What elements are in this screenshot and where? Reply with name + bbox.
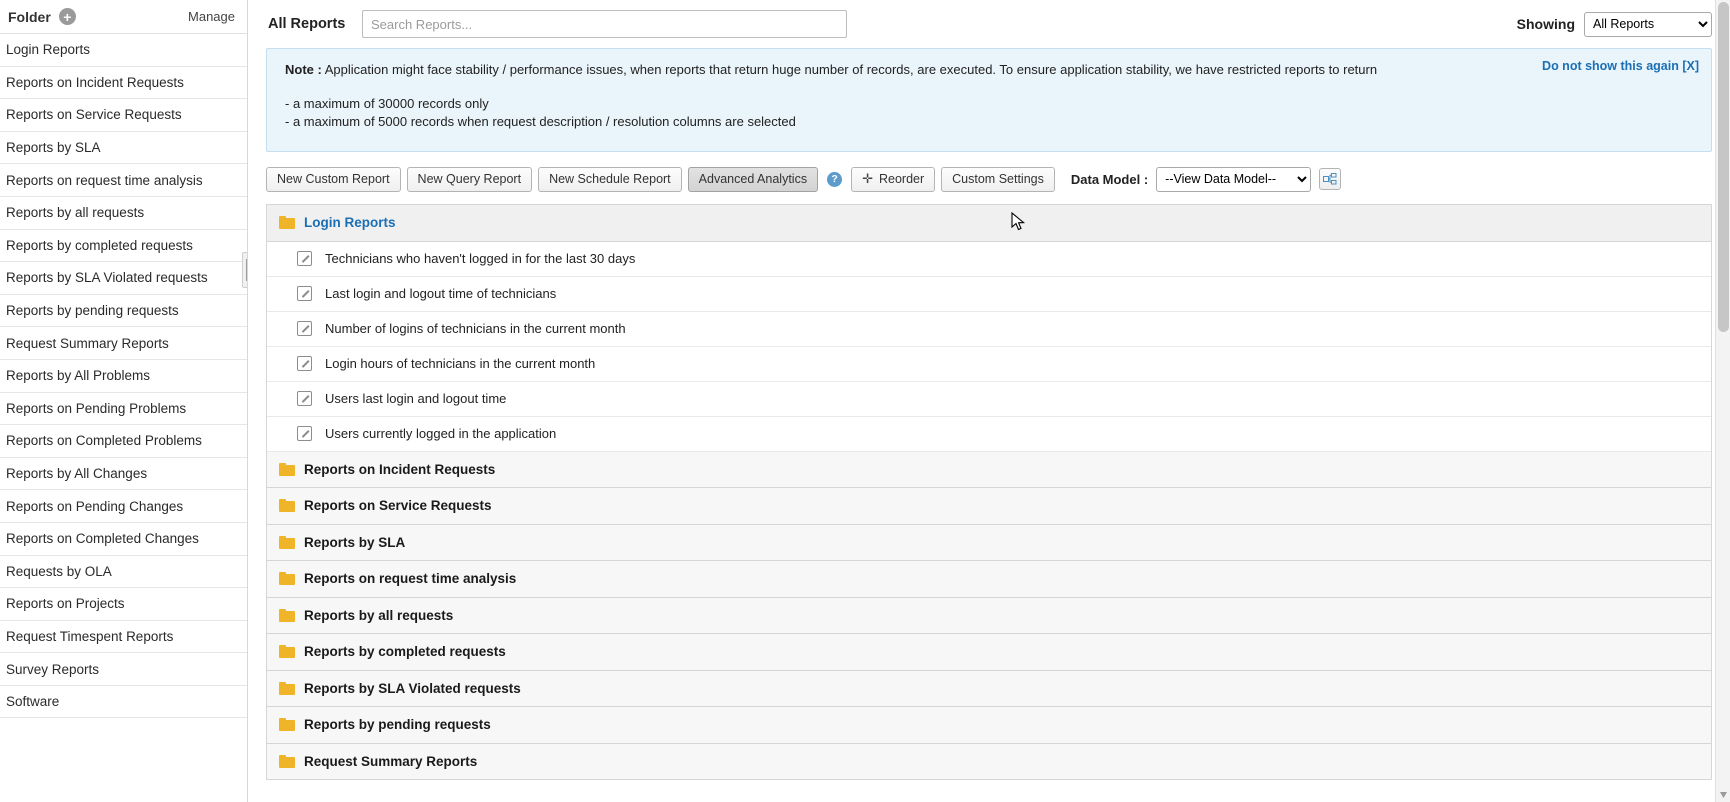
report-group-header[interactable] [267,488,1711,525]
folder-icon [279,645,295,658]
report-title: Number of logins of technicians in the current month [325,321,626,336]
reorder-label: Reorder [878,172,925,186]
page-scrollbar-thumb[interactable] [1718,2,1729,332]
sidebar-item-login-reports[interactable] [0,34,247,67]
sidebar-item-label: Reports by SLA [6,140,101,156]
sidebar-item-label: Requests by OLA [6,563,112,579]
report-row[interactable] [267,417,1711,452]
report-group-header[interactable] [267,525,1711,562]
reorder-button[interactable] [851,167,935,192]
report-title: Users last login and logout time [325,391,507,406]
sidebar-item-label: Software [6,694,60,710]
reports-toolbar [266,166,1712,192]
folder-icon [279,718,295,731]
report-title: Users currently logged in the application [325,426,557,441]
sidebar-item-label: Reports by pending requests [6,303,179,319]
report-group-header[interactable] [267,205,1711,242]
folder-icon [279,499,295,512]
folder-icon [279,755,295,768]
sidebar-item-label: Reports by SLA Violated requests [6,270,208,286]
report-edit-icon [297,251,312,266]
showing-select[interactable] [1584,12,1712,37]
sidebar-item-label: Reports on Pending Problems [6,400,187,416]
note-bullet: - a maximum of 30000 records only [285,96,489,111]
dismiss-note-link[interactable]: Do not show this again [X] [1542,59,1699,73]
sidebar-item-pending-requests[interactable] [0,295,247,328]
sidebar-item-label: Login Reports [6,42,91,58]
reports-topbar [248,0,1730,48]
sidebar-item-label: Reports on Completed Problems [6,433,202,449]
folder-sidebar [0,0,248,802]
report-group-title: Reports on Service Requests [304,498,492,514]
report-group-header[interactable] [267,744,1711,781]
sidebar-item-all-changes[interactable] [0,458,247,491]
folder-icon [279,536,295,549]
sidebar-item-request-summary[interactable] [0,327,247,360]
report-row[interactable] [267,242,1711,277]
plus-icon: ✛ [862,171,873,186]
sidebar-item-label: Reports on Service Requests [6,107,182,123]
sidebar-item-label: Reports on Pending Changes [6,498,184,514]
showing-label: Showing [1516,16,1575,32]
sidebar-item-all-requests[interactable] [0,197,247,230]
sidebar-item-label: Reports by all requests [6,205,145,221]
folder-icon [279,682,295,695]
page-title: All Reports [268,16,346,32]
sidebar-item-label: Reports on request time analysis [6,172,203,188]
report-group-title: Reports by SLA Violated requests [304,680,521,696]
note-label: Note : [285,62,322,77]
data-model-select[interactable] [1156,167,1311,192]
report-row[interactable] [267,312,1711,347]
report-edit-icon [297,321,312,336]
report-groups-list [266,204,1712,780]
report-edit-icon [297,391,312,406]
sidebar-item-label: Reports by All Problems [6,368,151,384]
sidebar-item-survey-reports[interactable] [0,653,247,686]
sidebar-item-sla-violated-requests[interactable] [0,262,247,295]
folder-icon [279,572,295,585]
report-group-title: Reports on Incident Requests [304,461,496,477]
sidebar-item-label: Reports on Projects [6,596,125,612]
folder-icon [279,216,295,229]
folder-header [0,0,247,34]
data-model-icon[interactable] [1319,168,1341,190]
sidebar-item-label: Request Timespent Reports [6,628,174,644]
sidebar-item-pending-problems[interactable] [0,393,247,426]
sidebar-item-label: Reports on Completed Changes [6,531,199,547]
report-row[interactable] [267,347,1711,382]
report-row[interactable] [267,277,1711,312]
report-group-header[interactable] [267,452,1711,489]
note-bullets [285,95,1697,131]
manage-folders-link[interactable]: Manage [188,9,235,24]
report-edit-icon [297,286,312,301]
sidebar-item-request-timespent[interactable] [0,621,247,654]
new-query-report-button[interactable]: New Query Report [407,167,533,192]
sidebar-item-software[interactable] [0,686,247,719]
data-model-label: Data Model : [1070,171,1149,187]
question-mark-icon[interactable]: ? [827,172,842,187]
report-group-title: Reports by completed requests [304,644,506,660]
sidebar-item-completed-problems[interactable] [0,425,247,458]
report-group-title: Reports by all requests [304,607,454,623]
report-group-title: Reports by pending requests [304,717,491,733]
sidebar-item-label: Reports on Incident Requests [6,74,184,90]
report-group-title: Reports on request time analysis [304,571,517,587]
note-banner [266,48,1712,152]
report-group-title: Reports by SLA [304,534,406,550]
note-body: Application might face stability / performance issues, when reports that return huge number of records, are executed. To ensure application stability, we have restricted reports to return [324,62,1378,77]
sidebar-item-label: Reports by completed requests [6,237,193,253]
note-bullet: - a maximum of 5000 records when request description / resolution columns are selected [285,114,796,129]
report-group-header[interactable] [267,598,1711,635]
report-group-header[interactable] [267,671,1711,708]
sidebar-item-sla[interactable] [0,132,247,165]
report-group-header[interactable] [267,561,1711,598]
sidebar-item-request-time-analysis[interactable] [0,164,247,197]
sidebar-item-label: Survey Reports [6,661,100,677]
folder-list [0,34,247,718]
sidebar-item-service-requests[interactable] [0,99,247,132]
sidebar-item-completed-requests[interactable] [0,230,247,263]
report-title: Login hours of technicians in the current month [325,356,596,371]
sidebar-item-label: Request Summary Reports [6,335,169,351]
report-row[interactable] [267,382,1711,417]
main-content [248,0,1730,802]
report-group-title: Login Reports [304,215,396,231]
report-title: Last login and logout time of technicians [325,286,557,301]
advanced-analytics-button[interactable]: Advanced Analytics [688,167,818,192]
sidebar-item-projects[interactable] [0,588,247,621]
custom-settings-button[interactable]: Custom Settings [941,167,1055,192]
search-input[interactable] [362,10,847,38]
folder-title: Folder [8,8,51,25]
report-group-header[interactable] [267,634,1711,671]
page-scrollbar[interactable] [1715,0,1730,802]
new-custom-report-button[interactable]: New Custom Report [266,167,401,192]
plus-circle-icon[interactable]: + [59,8,76,25]
report-title: Technicians who haven't logged in for the last 30 days [325,251,636,266]
sidebar-item-label: Reports by All Changes [6,466,148,482]
sidebar-item-pending-changes[interactable] [0,490,247,523]
scroll-down-arrow-icon[interactable] [1719,790,1728,799]
report-edit-icon [297,426,312,441]
report-edit-icon [297,356,312,371]
folder-icon [279,463,295,476]
new-schedule-report-button[interactable]: New Schedule Report [538,167,682,192]
folder-icon [279,609,295,622]
sidebar-item-incident-requests[interactable] [0,67,247,100]
report-group-title: Request Summary Reports [304,753,478,769]
showing-filter [1517,12,1712,37]
note-text [285,61,1697,79]
sidebar-item-all-problems[interactable] [0,360,247,393]
report-group-header[interactable] [267,707,1711,744]
sidebar-item-requests-by-ola[interactable] [0,556,247,589]
sidebar-item-completed-changes[interactable] [0,523,247,556]
